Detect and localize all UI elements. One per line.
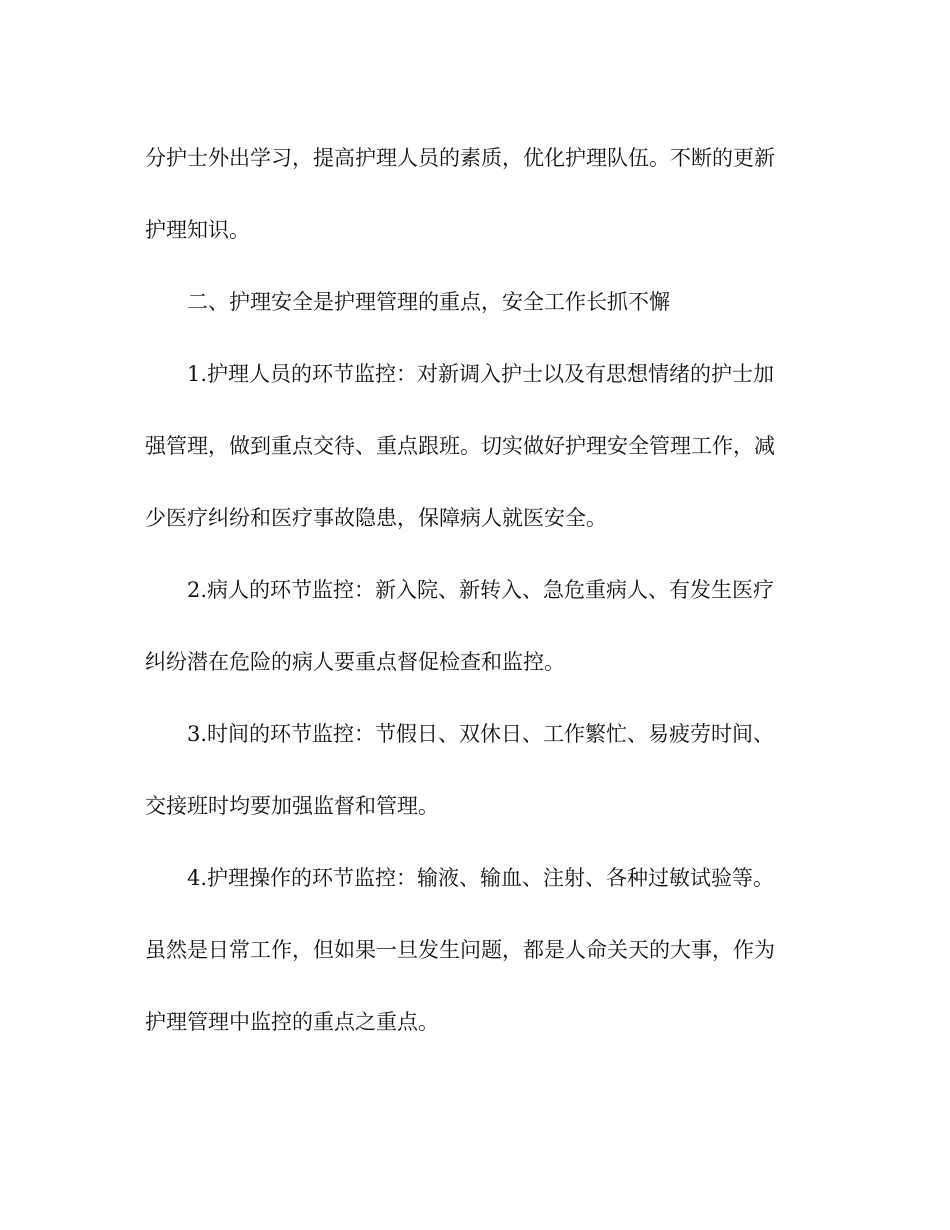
text-line: 2.病人的环节监控：新入院、新转入、急危重病人、有发生医疗	[187, 578, 775, 602]
text-line: 护理管理中监控的重点之重点。	[145, 1010, 439, 1034]
text-line: 护理知识。	[145, 218, 250, 242]
section-heading: 二、护理安全是护理管理的重点，安全工作长抓不懈	[187, 290, 670, 314]
text-line: 4.护理操作的环节监控：输液、输血、注射、各种过敏试验等。	[187, 866, 775, 890]
text-line: 强管理，做到重点交待、重点跟班。切实做好护理安全管理工作，减	[145, 434, 775, 458]
text-line: 3.时间的环节监控：节假日、双休日、工作繁忙、易疲劳时间、	[187, 722, 775, 746]
text-line: 虽然是日常工作，但如果一旦发生问题，都是人命关天的大事，作为	[145, 938, 775, 962]
text-line: 1.护理人员的环节监控：对新调入护士以及有思想情绪的护士加	[187, 362, 775, 386]
text-line: 纠纷潜在危险的病人要重点督促检查和监控。	[145, 650, 565, 674]
text-line: 少医疗纠纷和医疗事故隐患，保障病人就医安全。	[145, 506, 607, 530]
text-line: 交接班时均要加强监督和管理。	[145, 794, 439, 818]
text-line: 分护士外出学习，提高护理人员的素质，优化护理队伍。不断的更新	[145, 146, 775, 170]
